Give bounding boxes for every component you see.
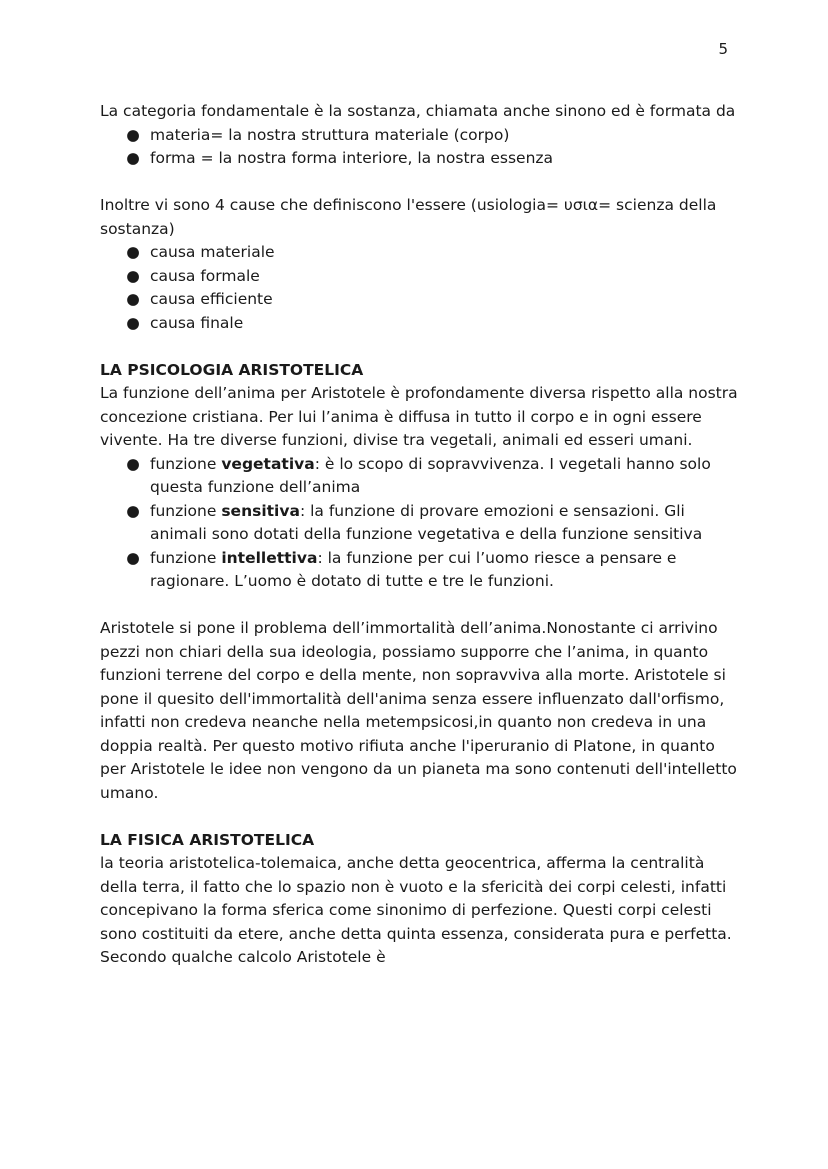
bullet-icon: ● [126, 125, 140, 144]
bullet-icon: ● [126, 266, 140, 285]
bullet-icon: ● [126, 548, 140, 567]
list-item: ● causa formale [100, 265, 740, 289]
bullet-icon: ● [126, 149, 140, 167]
causes-list [100, 241, 740, 335]
substance-list [100, 124, 740, 171]
list-item: ● forma = la nostra forma interiore, la nostra essenza [100, 147, 740, 171]
list-item: ● materia= la nostra struttura materiale (corpo) [100, 124, 740, 148]
immortality-paragraph: Aristotele si pone il problema dell’immortalità dell’anima.Nonostante ci arrivino pezzi non chiari della sua ideologia, possiamo supporre che l’anima, in quanto funzioni terrene del corpo e della mente, non sopravviva alla morte. Aristotele si pone il quesito dell'immortalità dell'anima senza essere influenzato dall'orfismo, infatti non credeva neanche nella metempsicosi,in quanto non credeva in una doppia realtà. Per questo motivo rifiuta anche l'iperuranio di Platone, in quanto per Aristotele le idee non vengono da un pianeta ma sono contenuti dell'intelletto umano. [100, 619, 737, 802]
list-item: ● causa efficiente [100, 288, 740, 312]
list-item: ● funzione vegetativa: è lo scopo di sopravvivenza. I vegetali hanno solo questa funzione dell’anima [126, 454, 711, 496]
page-content [100, 100, 740, 970]
bullet-icon: ● [126, 501, 140, 520]
causes-paragraph: Inoltre vi sono 4 cause che definiscono l'essere (usiologia= υσια= scienza della sostanza) [100, 196, 717, 238]
fisica-heading: LA FISICA ARISTOTELICA [100, 830, 315, 849]
psicologia-paragraph: La funzione dell’anima per Aristotele è profondamente diversa rispetto alla nostra concezione cristiana. Per lui l’anima è diffusa in tutto il corpo e in ogni essere vivente. Ha tre diverse funzioni, divise tra vegetali, animali ed esseri umani. [100, 384, 738, 449]
intro-paragraph: La categoria fondamentale è la sostanza, chiamata anche sinono ed è formata da [100, 102, 736, 120]
bullet-icon: ● [126, 290, 140, 308]
psicologia-heading: LA PSICOLOGIA ARISTOTELICA [100, 360, 364, 379]
functions-list [100, 453, 740, 594]
bullet-icon: ● [126, 313, 140, 332]
list-item: ● causa finale [100, 312, 740, 336]
list-item: ● causa materiale [100, 241, 740, 265]
bullet-icon: ● [126, 243, 140, 261]
fisica-paragraph: la teoria aristotelica-tolemaica, anche detta geocentrica, afferma la centralità della terra, il fatto che lo spazio non è vuoto e la sfericità dei corpi celesti, infatti concepivano la forma sferica come sinonimo di perfezione. Questi corpi celesti sono costituiti da etere, anche detta quinta essenza, considerata pura e perfetta. Secondo qualche calcolo Aristotele è [100, 854, 732, 966]
list-item: ● funzione sensitiva: la funzione di provare emozioni e sensazioni. Gli animali sono dotati della funzione vegetativa e della funzione sensitiva [126, 501, 703, 543]
page-number: 5 [718, 40, 728, 58]
bullet-icon: ● [126, 454, 140, 473]
list-item: ● funzione intellettiva: la funzione per cui l’uomo riesce a pensare e ragionare. L’uomo è dotato di tutte e tre le funzioni. [126, 548, 677, 590]
